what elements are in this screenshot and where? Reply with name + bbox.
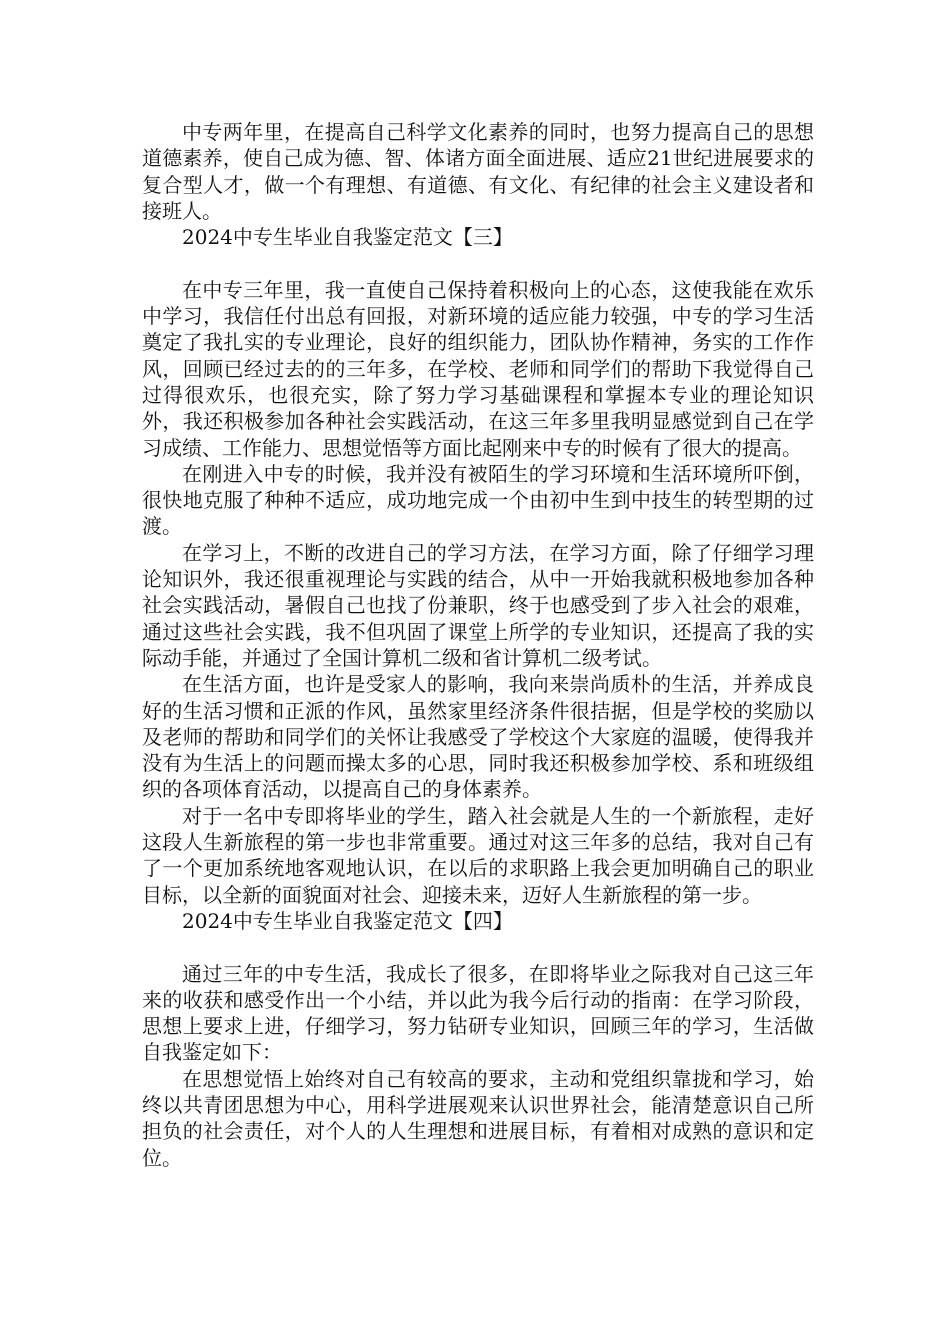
section-3-paragraph-4: 在生活方面，也许是受家人的影响，我向来崇尚质朴的生活，并养成良好的生活习惯和正派的作风，虽然家里经济条件很拮据，但是学校的奖励以及老师的帮助和同学们的关怀让我感受了学校这个大家庭的温暖，使得我并没有为生活上的问题而操太多的心思，同时我还积极参加学校、系和班级组织的各项体育活动，以提高自己的身体素养。 bbox=[142, 672, 814, 802]
section-4-heading: 2024中专生毕业自我鉴定范文【四】 bbox=[182, 908, 513, 933]
section-3-paragraph-1: 在中专三年里，我一直使自己保持着积极向上的心态，这使我能在欢乐中学习，我信任付出总有回报，对新环境的适应能力较强，中专的学习生活奠定了我扎实的专业理论，良好的组织能力，团队协作精神，务实的工作作风，回顾已经过去的的三年多，在学校、老师和同学们的帮助下我觉得自己过得很欢乐，也很充实，除了努力学习基础课程和掌握本专业的理论知识外，我还积极参加各种社会实践活动，在这三年多里我明显感觉到自己在学习成绩、工作能力、思想觉悟等方面比起刚来中专的时候有了很大的提高。 bbox=[142, 277, 814, 460]
intro-paragraph: 中专两年里，在提高自己科学文化素养的同时，也努力提高自己的思想道德素养，使自己成为德、智、体诸方面全面进展、适应21世纪进展要求的复合型人才，做一个有理想、有道德、有文化、有纪律的社会主义建设者和接班人。 bbox=[142, 120, 814, 223]
section-4-paragraph-1: 通过三年的中专生活，我成长了很多，在即将毕业之际我对自己这三年来的收获和感受作出一个小结，并以此为我今后行动的指南：在学习阶段，思想上要求上进，仔细学习，努力钻研专业知识，回顾三年的学习，生活做自我鉴定如下： bbox=[142, 961, 814, 1065]
blank-line bbox=[142, 934, 814, 960]
document-body bbox=[142, 119, 814, 1171]
section-3-paragraph-3: 在学习上，不断的改进自己的学习方法，在学习方面，除了仔细学习理论知识外，我还很重视理论与实践的结合，从中一开始我就积极地参加各种社会实践活动，暑假自己也找了份兼职，终于也感受到了步入社会的艰难，通过这些社会实践，我不但巩固了课堂上所学的专业知识，还提高了我的实际动手能，并通过了全国计算机二级和省计算机二级考试。 bbox=[142, 540, 814, 670]
section-3-heading: 2024中专生毕业自我鉴定范文【三】 bbox=[182, 225, 513, 250]
blank-line bbox=[142, 250, 814, 276]
section-3-paragraph-2: 在刚进入中专的时候，我并没有被陌生的学习环境和生活环境所吓倒，很快地克服了种种不适应，成功地完成一个由初中生到中技生的转型期的过渡。 bbox=[142, 461, 814, 539]
section-4-paragraph-2: 在思想觉悟上始终对自己有较高的要求，主动和党组织靠拢和学习，始终以共青团思想为中心，用科学进展观来认识世界社会，能清楚意识自己所担负的社会责任，对个人的人生理想和进展目标，有着相对成熟的意识和定位。 bbox=[142, 1066, 814, 1170]
section-3-paragraph-5: 对于一名中专即将毕业的学生，踏入社会就是人生的一个新旅程，走好这段人生新旅程的第一步也非常重要。通过对这三年多的总结，我对自己有了一个更加系统地客观地认识，在以后的求职路上我会更加明确自己的职业目标，以全新的面貌面对社会、迎接未来，迈好人生新旅程的第一步。 bbox=[142, 803, 814, 907]
